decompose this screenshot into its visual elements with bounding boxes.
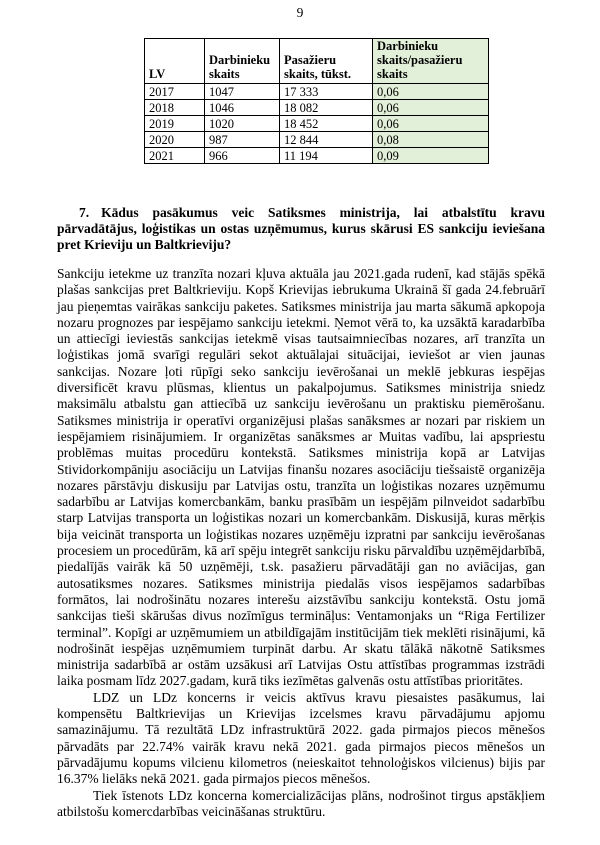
passengers-cell: 18 452 bbox=[280, 116, 373, 132]
ratio-cell: 0,09 bbox=[373, 148, 489, 164]
passengers-cell: 11 194 bbox=[280, 148, 373, 164]
table-row bbox=[145, 100, 489, 116]
statistics-table bbox=[144, 38, 489, 164]
table-row bbox=[145, 116, 489, 132]
page-number: 9 bbox=[296, 5, 304, 20]
employees-cell: 966 bbox=[205, 148, 280, 164]
question-heading bbox=[57, 205, 545, 253]
paragraph: Tiek īstenots LDz koncerna komercializācijas plāns, nodrošinot tirgus apstākļiem atbilstošu komercdarbības veicināšanas struktūru. bbox=[57, 787, 545, 819]
ratio-cell: 0,08 bbox=[373, 132, 489, 148]
table-header-cell-highlighted: Darbinieku skaits/pasažieru skaits bbox=[373, 39, 489, 84]
year-cell: 2017 bbox=[145, 84, 205, 100]
passengers-cell: 17 333 bbox=[280, 84, 373, 100]
table-header-cell: Pasažieru skaits, tūkst. bbox=[280, 39, 373, 84]
year-cell: 2020 bbox=[145, 132, 205, 148]
table-row bbox=[145, 84, 489, 100]
table-header-cell: Darbinieku skaits bbox=[205, 39, 280, 84]
employees-cell: 1047 bbox=[205, 84, 280, 100]
table-row bbox=[145, 148, 489, 164]
employees-cell: 1020 bbox=[205, 116, 280, 132]
table-header-row bbox=[145, 39, 489, 84]
paragraph: LDZ un LDz koncerns ir veicis aktīvus kravu piesaistes pasākumus, lai kompensētu Baltkrievijas un Krievijas izcelsmes kravu pārvadājumu apjomu samazinājumu. Tā rezultātā LDz infrastruktūrā 2022. gada pirmajos piecos mēnešos pārvadāts par 22.74% vairāk kravu nekā 2021. gada pirmajos piecos mēnešos un pārvadājumu kopums vilcienu kilometros (neieskaitot tehnoloģiskos vilcienus) bijis par 16.37% lielāks nekā 2021. gada pirmajos piecos mēnešos. bbox=[57, 689, 545, 787]
ratio-cell: 0,06 bbox=[373, 116, 489, 132]
question-text: Kādus pasākumus veic Satiksmes ministrija, lai atbalstītu kravu pārvadātājus, loģistikas un ostas uzņēmumus, kurus skārusi ES sankciju ieviešana pret Krieviju un Baltkrieviju? bbox=[57, 205, 545, 252]
table-row bbox=[145, 132, 489, 148]
year-cell: 2019 bbox=[145, 116, 205, 132]
passengers-cell: 12 844 bbox=[280, 132, 373, 148]
answer-body bbox=[57, 266, 545, 820]
paragraph: Sankciju ietekme uz tranzīta nozari kļuva aktuāla jau 2021.gada rudenī, kad stājās spēkā plašas sankcijas pret Baltkrieviju. Kopš Krievijas iebrukuma Ukrainā šī gada 24.februārī jau pieņemtas vairākas sankciju paketes. Satiksmes ministrija jau marta sākumā apkopoja nozaru prognozes par iespējamo sankciju ietekmi. Ņemot vērā to, ka uzsāktā karadarbība un attiecīgi ieviestās sankcijas ietekmē visas tautsaimniecības nozares, arī tranzīta un loģistikas jomā svarīgi regulāri sekot aktuālajai situācijai, ieviešot ar vien jaunas sankcijas. Nozare ļoti rūpīgi seko sankciju ievērošanai un meklē jebkuras iespējas diversificēt kravu plūsmas, klientus un pakalpojumus. Satiksmes ministrija sniedz maksimālu atbalstu gan attiecībā uz sankciju ievērošanu un praktisku piemērošanu. Satiksmes ministrija ir operatīvi organizējusi plašas sanāksmes ar nozari par riskiem un iespējamiem risinājumiem. Ir organizētas sanāksmes ar Muitas vadību, lai apspriestu problēmas muitas procedūru kontekstā. Satiksmes ministrija kopā ar Latvijas Stividorkompāniju asociāciju un Latvijas finanšu nozares asociāciju tiešsaistē organizēja nozares pārstāvju diskusiju par Latvijas ostu, tranzīta un loģistikas nozares uzņēmumu sadarbību ar Latvijas komercbankām, banku prasībām un iespējām pilnveidot sadarbību starp Latvijas transporta un loģistikas nozari un komercbankām. Diskusijā, kuras mērķis bija veicināt transporta un loģistikas nozares uzņēmēju izpratni par sankciju ievērošanas procesiem un procedūrām, kā arī spēju integrēt sankciju risku pārvaldību uzņēmējdarbībā, piedalījās vairāk kā 50 uzņēmēji, t.sk. pasažieru pārvadātāji gan no aviācijas, gan autosatiksmes nozares. Satiksmes ministrija piedalās visos iespējamos sadarbības formātos, lai nodrošinātu nozares interešu aizstāvību sankciju kontekstā. Ostu jomā sankcijas tieši skārušas divus nozīmīgus termināļus: Ventamonjaks un “Riga Fertilizer terminal”. Kopīgi ar uzņēmumiem un atbildīgajām institūcijām tiek meklēti risinājumi, kā nodrošināt iespējas uzņēmumiem turpināt darbu. Ar skatu tālākā nākotnē Satiksmes ministrija sadarbībā ar ostām uzsākusi arī Latvijas Ostu attīstības programmas izstrādi laika posmam līdz 2027.gadam, kurā tiks iezīmētas galvenās ostu attīstības prioritātes. bbox=[57, 266, 545, 689]
year-cell: 2018 bbox=[145, 100, 205, 116]
question-number: 7. bbox=[79, 205, 90, 220]
employees-cell: 987 bbox=[205, 132, 280, 148]
year-cell: 2021 bbox=[145, 148, 205, 164]
ratio-cell: 0,06 bbox=[373, 100, 489, 116]
table-header-cell: LV bbox=[145, 39, 205, 84]
ratio-cell: 0,06 bbox=[373, 84, 489, 100]
passengers-cell: 18 082 bbox=[280, 100, 373, 116]
employees-cell: 1046 bbox=[205, 100, 280, 116]
